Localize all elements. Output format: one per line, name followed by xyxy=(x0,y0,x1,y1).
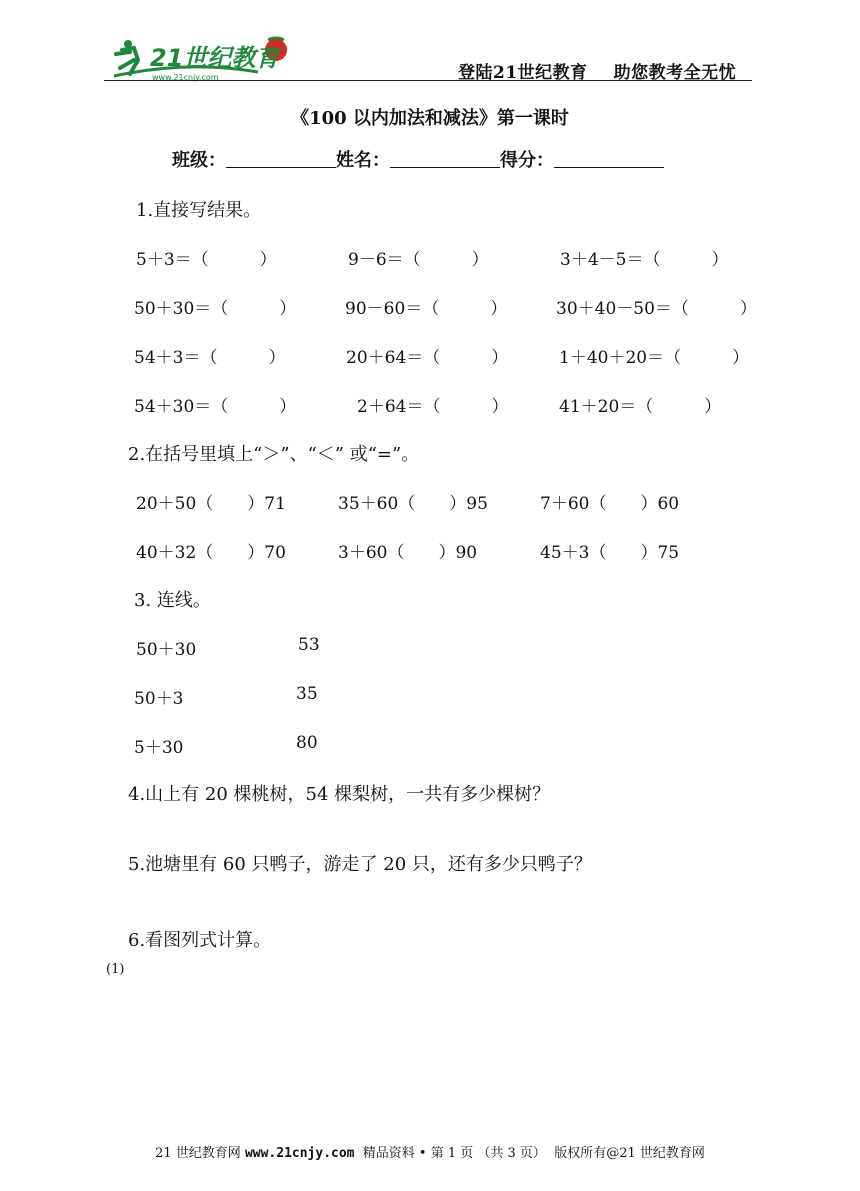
q1-r3-c1: 54＋3＝（ ） xyxy=(134,348,286,368)
q2-r1-c1: 20＋50（ ）71 xyxy=(136,494,286,514)
footer-page-info: 精品资料 • 第 1 页 （共 3 页） xyxy=(362,1146,546,1161)
page-title: 《100 以内加法和减法》第一课时 xyxy=(291,108,569,129)
q4-text: 4.山上有 20 棵桃树，54 棵梨树，一共有多少棵树？ xyxy=(128,784,551,805)
q3-left-1: 50＋30 xyxy=(136,640,197,660)
q1-r4-c1: 54＋30＝（ ） xyxy=(134,397,297,417)
q3-heading: 3. 连线。 xyxy=(134,590,211,611)
slogan-right: 助您教考全无忧 xyxy=(613,63,737,83)
name-label: 姓名： xyxy=(336,150,390,171)
q1-r4-c3: 41＋20＝（ ） xyxy=(559,397,722,417)
q3-right-3: 80 xyxy=(296,733,318,753)
q6-text: 6.看图列式计算。 xyxy=(128,930,272,951)
footer-site-url[interactable]: www.21cnjy.com xyxy=(244,1146,355,1161)
logo-graphic xyxy=(108,30,308,84)
class-label: 班级： xyxy=(172,150,226,171)
header-divider xyxy=(104,80,752,81)
q2-heading: 2.在括号里填上“＞”、“＜” 或“=”。 xyxy=(128,444,420,465)
score-blank[interactable] xyxy=(554,149,664,168)
slogan-left: 登陆21世纪教育 xyxy=(458,63,588,83)
q1-r2-c2: 90－60＝（ ） xyxy=(345,299,508,319)
q1-r1-c1: 5＋3＝（ ） xyxy=(136,250,277,270)
q3-right-1: 53 xyxy=(298,635,320,655)
logo-url: www.21cnjy.com xyxy=(152,73,219,82)
class-blank[interactable] xyxy=(226,149,336,168)
q1-r3-c2: 20＋64＝（ ） xyxy=(346,348,509,368)
q1-r2-c1: 50＋30＝（ ） xyxy=(134,299,297,319)
footer-site-name: 21 世纪教育网 xyxy=(155,1146,241,1161)
q2-r2-c2: 3＋60（ ）90 xyxy=(338,543,478,563)
q1-r1-c3: 3＋4－5＝（ ） xyxy=(560,250,729,270)
q6-sub-label: (1) xyxy=(106,962,125,977)
q2-r1-c3: 7＋60（ ）60 xyxy=(540,494,680,514)
footer-copyright: 版权所有@21 世纪教育网 xyxy=(554,1146,705,1161)
q1-heading: 1.直接写结果。 xyxy=(136,200,262,221)
site-logo xyxy=(108,30,308,84)
q1-r2-c3: 30＋40－50＝（ ） xyxy=(556,299,757,319)
q2-r2-c1: 40＋32（ ）70 xyxy=(136,543,286,563)
score-label: 得分： xyxy=(500,150,554,171)
q1-r3-c3: 1＋40＋20＝（ ） xyxy=(559,348,750,368)
student-info-line xyxy=(172,146,664,172)
q5-text: 5.池塘里有 60 只鸭子，游走了 20 只，还有多少只鸭子？ xyxy=(128,854,592,875)
page-footer xyxy=(0,1142,860,1161)
q3-right-2: 35 xyxy=(296,684,318,704)
q3-left-2: 50＋3 xyxy=(134,689,184,709)
q2-r2-c3: 45＋3（ ）75 xyxy=(540,543,680,563)
q2-r1-c2: 35＋60（ ）95 xyxy=(338,494,488,514)
q1-r1-c2: 9－6＝（ ） xyxy=(348,250,489,270)
q3-left-3: 5＋30 xyxy=(134,738,184,758)
q1-r4-c2: 2＋64＝（ ） xyxy=(357,397,509,417)
logo-text: 21世纪教育 xyxy=(150,44,280,72)
name-blank[interactable] xyxy=(390,149,500,168)
